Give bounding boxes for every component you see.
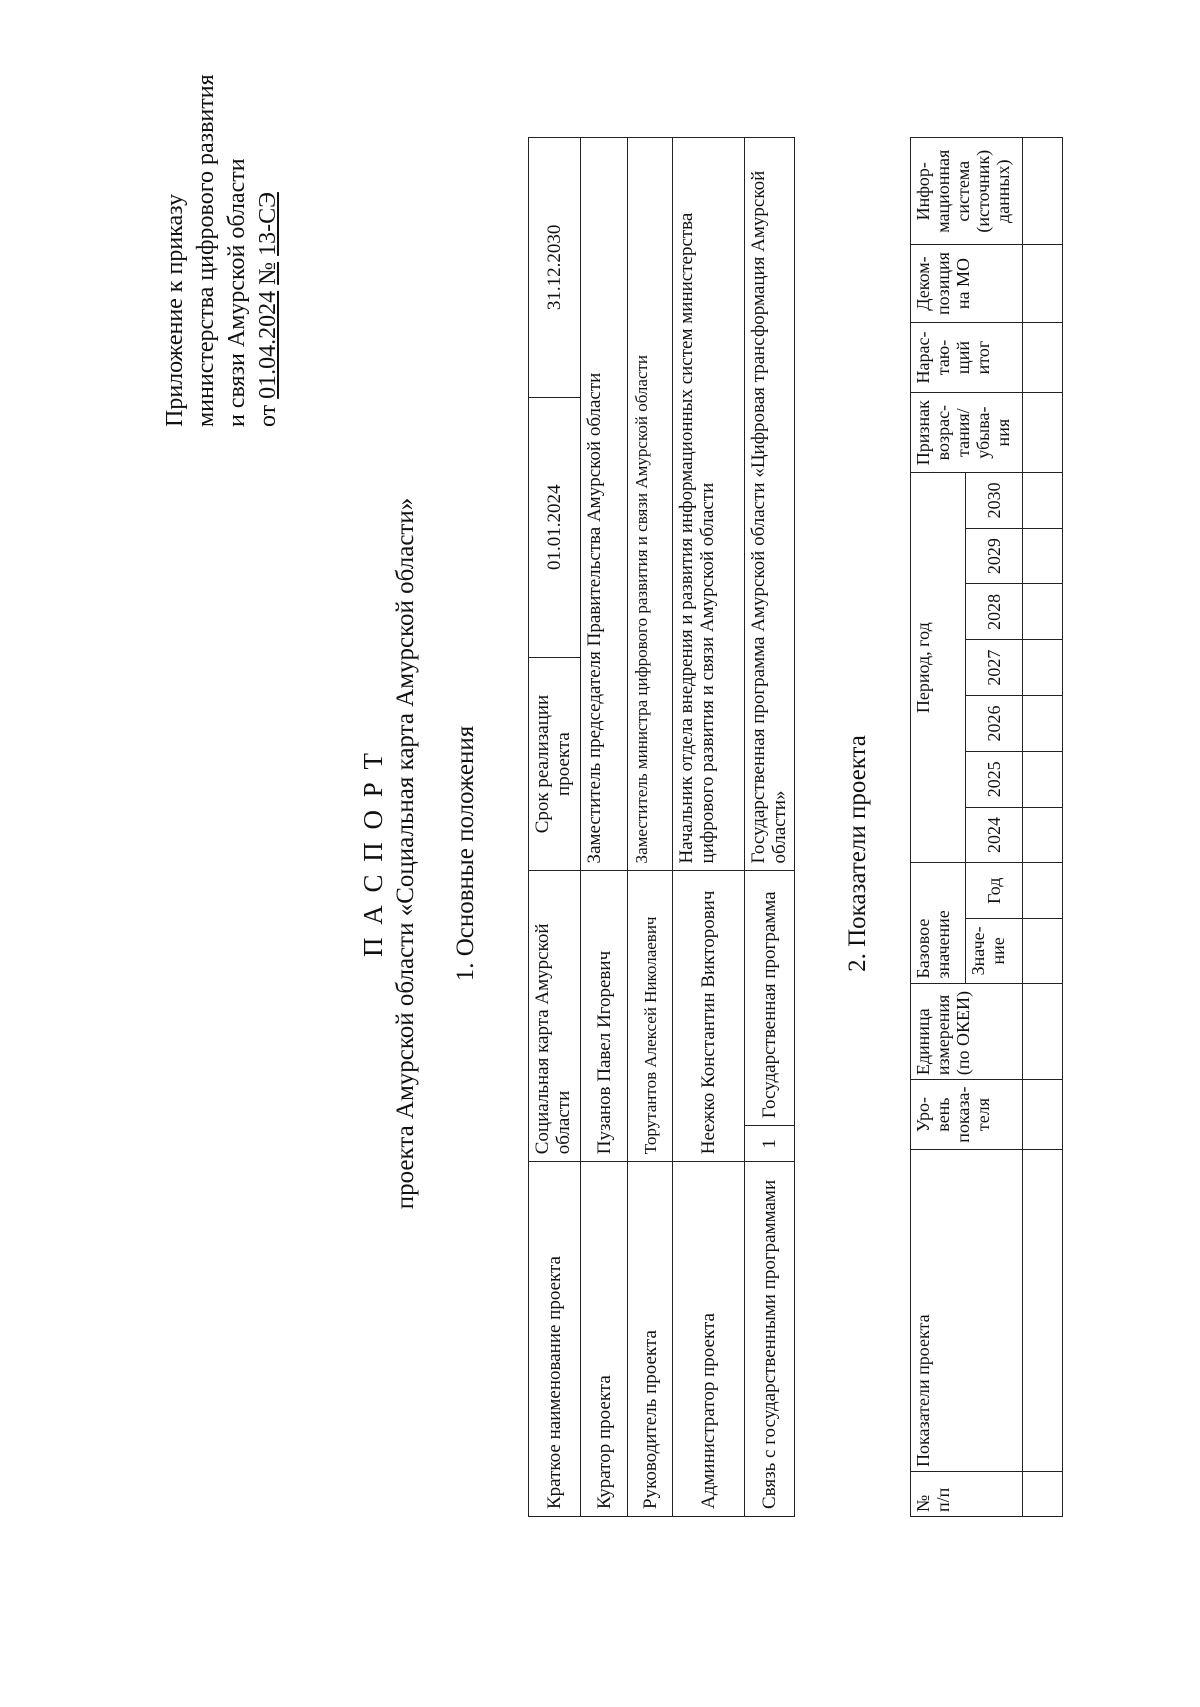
term-end: 31.12.2030 (529, 138, 581, 398)
col-header-base: Базовое значение (911, 863, 966, 983)
table-cell (1023, 138, 1063, 245)
col-header-year: 2028 (966, 584, 1023, 640)
table-cell (1023, 1080, 1063, 1150)
col-header-base-value: Значе-ние (966, 919, 1023, 983)
table-cell (1023, 1471, 1063, 1516)
table-row (628, 138, 673, 1517)
table-row (673, 138, 745, 1517)
table-cell (1023, 751, 1063, 807)
section-1-heading: 1. Основные положения (452, 725, 479, 982)
col-header-year: 2027 (966, 640, 1023, 696)
link-number: 1 (745, 1126, 795, 1162)
short-name-label: Краткое наименование проекта (529, 1162, 581, 1517)
table-cell (1023, 245, 1063, 322)
col-header-base-year: Год (966, 863, 1023, 919)
indicators-table (910, 137, 1063, 1517)
appendix-line-2: министерства цифрового развития (193, 74, 219, 427)
main-provisions-table (528, 137, 795, 1517)
appendix-line-4 (253, 27, 284, 427)
number-prefix: № (255, 261, 281, 285)
term-label: Срок реализации проекта (529, 657, 581, 871)
head-position: Заместитель министра цифрового развития и связи Амурской области (628, 138, 673, 871)
table-row (529, 138, 581, 1517)
col-header-year: 2030 (966, 472, 1023, 528)
link-label: Связь с государственными программами (745, 1162, 795, 1517)
col-header-num: № п/п (911, 1471, 1023, 1516)
admin-name: Неежко Константин Викторович (673, 871, 745, 1162)
document-title: П А С П О Р Т (358, 750, 388, 958)
col-header-period: Период, год (911, 472, 966, 862)
table-row (581, 138, 628, 1517)
col-header-unit: Единица измерения (по ОКЕИ) (911, 983, 1023, 1080)
document-subtitle: проекта Амурской области «Социальная карта Амурской области» (392, 497, 419, 1210)
table-cell (1023, 322, 1063, 393)
table-row (1023, 138, 1063, 1517)
head-name: Торутантов Алексей Николаевич (628, 871, 673, 1162)
table-row (911, 138, 966, 1517)
appendix-line-1: Приложение к приказу (162, 193, 188, 427)
curator-position: Заместитель председателя Правительства Амурской области (581, 138, 628, 871)
order-date: 01.04.2024 (255, 290, 281, 399)
term-start: 01.01.2024 (529, 397, 581, 657)
curator-name: Пузанов Павел Игоревич (581, 871, 628, 1162)
link-type: Государственная программа (745, 871, 795, 1126)
col-header-indicator: Показатели проекта (911, 1150, 1023, 1472)
col-header-decomposition: Деком-позиция на МО (911, 245, 1023, 322)
col-header-trend: Признак возрас-тания/ убыва-ния (911, 393, 1023, 473)
curator-label: Куратор проекта (581, 1162, 628, 1517)
short-name-value: Социальная карта Амурской области (529, 871, 581, 1162)
head-label: Руководитель проекта (628, 1162, 673, 1517)
table-cell (1023, 393, 1063, 473)
col-header-cumulative: Нарас-таю-щий итог (911, 322, 1023, 393)
table-cell (1023, 863, 1063, 919)
col-header-infosystem: Инфор-мационная система (источник) данных) (911, 138, 1023, 245)
table-cell (1023, 696, 1063, 752)
date-prefix: от (255, 404, 281, 427)
col-header-year: 2029 (966, 528, 1023, 584)
table-row (745, 138, 795, 1517)
col-header-year: 2026 (966, 696, 1023, 752)
appendix-line-3: и связи Амурской области (224, 158, 250, 427)
link-value: Государственная программа Амурской области «Цифровая трансформация Амурской области» (745, 138, 795, 871)
table-cell (1023, 807, 1063, 863)
section-2-heading: 2. Показатели проекта (844, 735, 871, 972)
table-cell (1023, 640, 1063, 696)
order-number: 13-СЭ (255, 192, 281, 256)
table-cell (1023, 584, 1063, 640)
col-header-level: Уро-вень показа-теля (911, 1080, 1023, 1150)
table-cell (1023, 919, 1063, 983)
col-header-year: 2025 (966, 751, 1023, 807)
appendix-block (160, 27, 284, 427)
admin-label: Администратор проекта (673, 1162, 745, 1517)
table-cell (1023, 528, 1063, 584)
table-cell (1023, 983, 1063, 1080)
table-cell (1023, 472, 1063, 528)
admin-position: Начальник отдела внедрения и развития информационных систем министерства цифрового развития и связи Амурской области (673, 138, 745, 871)
table-cell (1023, 1150, 1063, 1472)
col-header-year: 2024 (966, 807, 1023, 863)
